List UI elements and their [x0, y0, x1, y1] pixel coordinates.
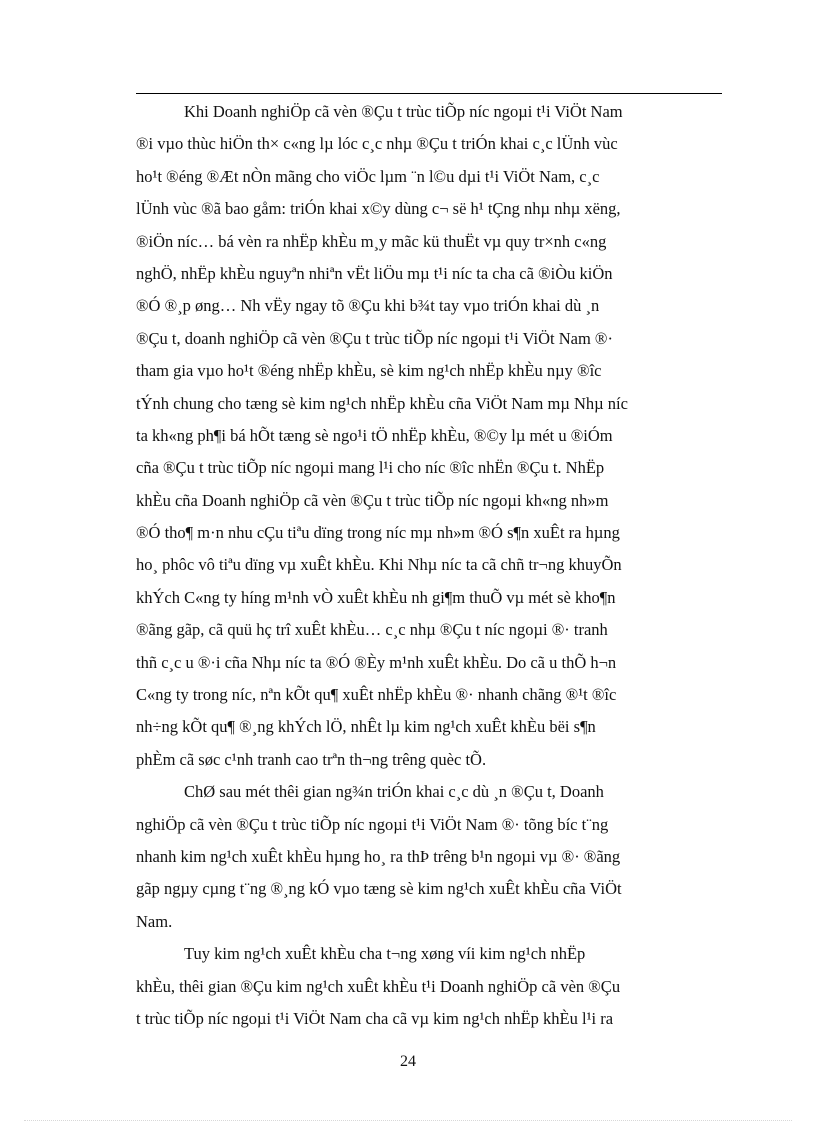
text-line: gãp ngµy cµng t¨ng ®¸ng kÓ vµo tæng sè kim ng¹ch xuÊt khÈu cña ViÖt — [136, 879, 622, 899]
text-line: t trùc tiÕp níc ngoµi t¹i ViÖt Nam cha cã vµ kim ng¹ch nhËp khÈu l¹i ra — [136, 1008, 614, 1028]
body-text — [136, 96, 722, 1035]
text-line: C«ng ty trong níc, nªn kÕt qu¶ xuÊt nhËp khÈu ®· nhanh chãng ®¹t ®îc — [136, 685, 617, 705]
text-line: Nam. — [136, 911, 173, 931]
header-rule — [136, 93, 722, 94]
text-line: khÈu, thêi gian ®Çu kim ng¹ch xuÊt khÈu t¹i Doanh nghiÖp cã vèn ®Çu — [136, 976, 621, 996]
text-line: ®Ó ®¸p øng… Nh vËy ngay tõ ®Çu khi b¾t tay vµo triÓn khai dù ¸n — [136, 296, 600, 316]
text-line: phÈm cã søc c¹nh tranh cao trªn th¬ng trêng quèc tÕ. — [136, 749, 487, 769]
text-line: ®Çu t, doanh nghiÖp cã vèn ®Çu t trùc tiÕp níc ngoµi t¹i ViÖt Nam ®· — [136, 328, 613, 348]
text-line: ho¸ phôc vô tiªu dïng vµ xuÊt khÈu. Khi Nhµ níc ta cã chñ tr¬ng khuyÕn — [136, 555, 622, 575]
text-line: tÝnh chung cho tæng sè kim ng¹ch nhËp khÈu cña ViÖt Nam mµ Nhµ níc — [136, 393, 628, 413]
text-line: nghiÖp cã vèn ®Çu t trùc tiÕp níc ngoµi t¹i ViÖt Nam ®· tõng bíc t¨ng — [136, 814, 609, 834]
text-line: ®ãng gãp, cã quü hç trî xuÊt khÈu… c¸c nhµ ®Çu t níc ngoµi ®· tranh — [136, 620, 608, 640]
page-bottom-border — [24, 1120, 792, 1121]
text-line: tham gia vµo ho¹t ®éng nhËp khÈu, sè kim ng¹ch nhËp khÈu nµy ®îc — [136, 361, 602, 381]
page-number: 24 — [400, 1053, 416, 1070]
text-line: ChØ sau mét thêi gian ng¾n triÓn khai c¸c dù ¸n ®Çu t, Doanh — [184, 782, 604, 802]
text-line: Khi Doanh nghiÖp cã vèn ®Çu t trùc tiÕp níc ngoµi t¹i ViÖt Nam — [184, 102, 623, 121]
text-line: ®i vµo thùc hiÖn th× c«ng lµ lóc c¸c nhµ ®Çu t triÓn khai c¸c lÜnh vùc — [136, 134, 618, 154]
text-line: khÝch C«ng ty híng m¹nh vÒ xuÊt khÈu nh gi¶m thuÕ vµ mét sè kho¶n — [136, 587, 616, 607]
text-line: ta kh«ng ph¶i bá hÕt tæng sè ngo¹i tÖ nhËp khÈu, ®©y lµ mét u ®iÓm — [136, 425, 613, 445]
text-line: ®iÖn níc… bá vèn ra nhËp khÈu m¸y mãc kü thuËt vµ quy tr×nh c«ng — [136, 231, 607, 251]
text-line: nhanh kim ng¹ch xuÊt khÈu hµng ho¸ ra thÞ trêng b¹n ngoµi vµ ®· ®ãng — [136, 846, 621, 866]
text-line: Tuy kim ng¹ch xuÊt khÈu cha t¬ng xøng víi kim ng¹ch nhËp — [184, 944, 586, 964]
text-line: cña ®Çu t trùc tiÕp níc ngoµi mang l¹i cho níc ®îc nhËn ®Çu t. NhËp — [136, 458, 605, 478]
text-line: khÈu cña Doanh nghiÖp cã vèn ®Çu t trùc tiÕp níc ngoµi kh«ng nh»m — [136, 490, 609, 510]
text-line: ®Ó tho¶ m·n nhu cÇu tiªu dïng trong níc mµ nh»m ®Ó s¶n xuÊt ra hµng — [136, 523, 620, 543]
text-line: nghÖ, nhËp khÈu nguyªn nhiªn vËt liÖu mµ t¹i níc ta cha cã ®iÒu kiÖn — [136, 263, 613, 283]
text-line: nh÷ng kÕt qu¶ ®¸ng khÝch lÖ, nhÊt lµ kim ng¹ch xuÊt khÈu bëi s¶n — [136, 717, 596, 737]
text-line: lÜnh vùc ®ã bao gåm: triÓn khai x©y dùng c¬ së h¹ tÇng nhµ nhµ xëng, — [136, 199, 621, 219]
text-line: thñ c¸c u ®·i cña Nhµ níc ta ®Ó ®Èy m¹nh xuÊt khÈu. Do cã u thÕ h¬n — [136, 652, 617, 672]
text-line: ho¹t ®éng ®Æt nÒn mãng cho viÖc lµm ¨n l©u dµi t¹i ViÖt Nam, c¸c — [136, 166, 600, 186]
